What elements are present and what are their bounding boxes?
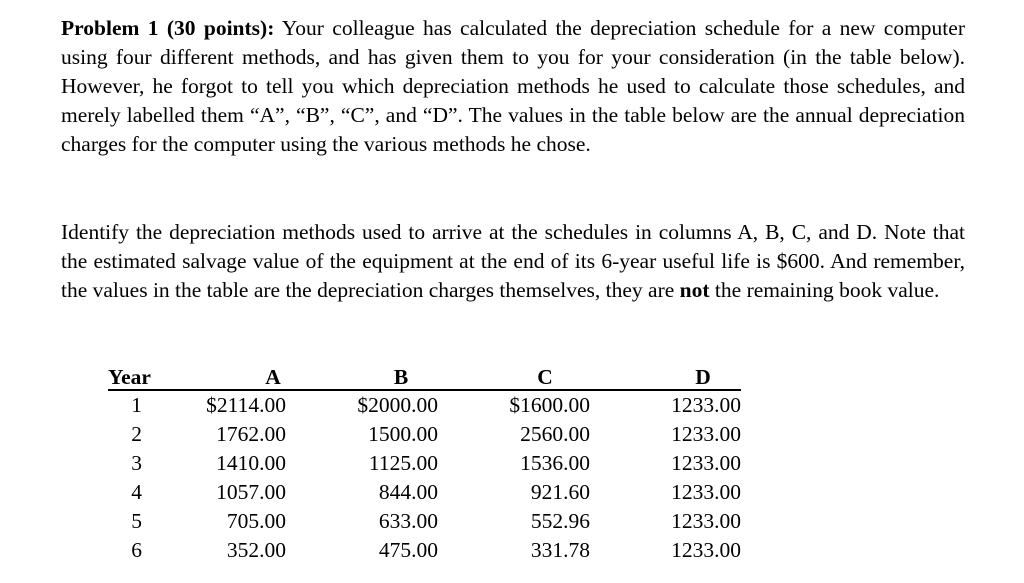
cell-d: 1233.00 <box>671 480 741 504</box>
cell-b: 475.00 <box>378 538 438 562</box>
cell-d: 1233.00 <box>671 509 741 533</box>
cell-c: 2560.00 <box>520 422 590 446</box>
problem-heading: Problem 1 (30 points): <box>61 16 275 40</box>
table-row <box>108 391 741 420</box>
cell-a: 1410.00 <box>216 451 286 475</box>
cell-d: 1233.00 <box>671 393 741 417</box>
instruction-emphasis: not <box>679 278 710 302</box>
depreciation-table <box>108 363 741 565</box>
cell-b: $2000.00 <box>357 393 438 417</box>
cell-b: 633.00 <box>378 509 438 533</box>
cell-b: 1125.00 <box>368 451 438 475</box>
instruction-text-2: the remaining book value. <box>709 278 940 302</box>
cell-year: 1 <box>131 393 142 417</box>
cell-a: 705.00 <box>226 509 286 533</box>
cell-b: 844.00 <box>378 480 438 504</box>
cell-year: 4 <box>131 480 142 504</box>
cell-d: 1233.00 <box>671 451 741 475</box>
table-header-row <box>108 363 741 391</box>
table-row <box>108 478 741 507</box>
table-row <box>108 536 741 565</box>
cell-d: 1233.00 <box>671 422 741 446</box>
cell-c: 921.60 <box>530 480 590 504</box>
cell-c: $1600.00 <box>509 393 590 417</box>
header-b: B <box>393 365 409 389</box>
table-row <box>108 420 741 449</box>
header-d: D <box>695 365 711 389</box>
problem-statement <box>61 14 965 159</box>
instruction-text-1: Identify the depreciation methods used to arrive at the schedules in columns A, B, C, and D. Note that the estimated salvage value of the equipment at the end of its 6-year useful life is $600. And remember, the values in the table are the depreciation charges themselves, they are <box>61 220 965 302</box>
cell-a: 1057.00 <box>216 480 286 504</box>
problem-intro: Your colleague has calculated the depreciation schedule for a new computer using four different methods, and has given them to you for your consideration (in the table below). However, he forgot to tell you which depreciation methods he used to calculate those schedules, and merely labelled them “A”, “B”, “C”, and “D”. The values in the table below are the annual depreciation charges for the computer using the various methods he chose. <box>61 16 965 156</box>
problem-instruction <box>61 218 965 305</box>
header-a: A <box>265 365 281 389</box>
header-year: Year <box>108 365 151 389</box>
cell-a: 1762.00 <box>216 422 286 446</box>
header-c: C <box>537 365 553 389</box>
cell-year: 2 <box>131 422 142 446</box>
cell-c: 1536.00 <box>520 451 590 475</box>
cell-d: 1233.00 <box>671 538 741 562</box>
cell-c: 331.78 <box>530 538 590 562</box>
cell-year: 3 <box>131 451 142 475</box>
cell-year: 5 <box>131 509 142 533</box>
cell-a: 352.00 <box>226 538 286 562</box>
table-row <box>108 449 741 478</box>
table-row <box>108 507 741 536</box>
cell-c: 552.96 <box>530 509 590 533</box>
cell-b: 1500.00 <box>368 422 438 446</box>
cell-a: $2114.00 <box>206 393 286 417</box>
cell-year: 6 <box>131 538 142 562</box>
